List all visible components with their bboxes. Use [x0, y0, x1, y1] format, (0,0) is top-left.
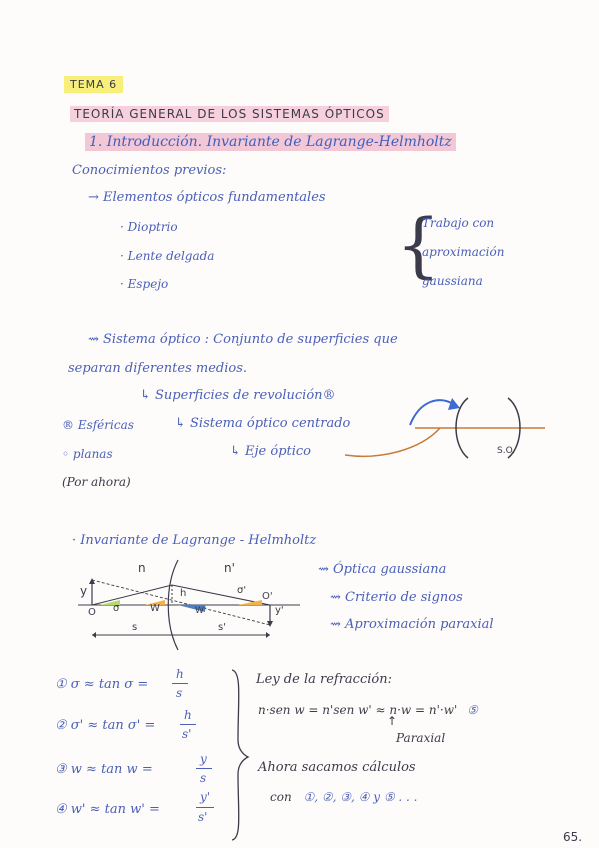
eq1-frac-den: s: [176, 686, 183, 700]
eq2-lhs: σ' ≈ tan σ' =: [70, 718, 156, 733]
prev-item-lente: · Lente delgada: [120, 249, 215, 263]
diag-n-prime: n': [224, 561, 235, 575]
eq4-lhs: w' ≈ tan w' =: [70, 802, 160, 817]
diag-w-prime: W': [195, 606, 207, 616]
lagrange-right-1: ⇝ Óptica gaussiana: [318, 562, 447, 577]
eq1-lhs: σ ≈ tan σ =: [70, 677, 149, 692]
system-line-1: ⇝ Sistema óptico : Conjunto de superficies que: [88, 332, 398, 347]
note-planas: ◦ planas: [62, 447, 113, 461]
eq4-number: ④: [55, 802, 67, 817]
diag-h: h: [180, 588, 187, 599]
eq4-frac-den: s': [198, 810, 208, 824]
eq3-frac-den: s: [200, 771, 207, 785]
lagrange-heading: · Invariante de Lagrange - Helmholtz: [72, 533, 317, 548]
diag-n: n: [138, 561, 146, 575]
diag-sigma: σ: [113, 603, 120, 614]
refraction-law-text: n·sen w = n'sen w' ≈ n·w = n'·w': [258, 703, 458, 717]
eq1-number: ①: [55, 677, 67, 692]
eq2-frac-num: h: [184, 708, 192, 722]
diag-sigma-prime: σ': [237, 585, 247, 596]
eq2-number: ②: [55, 718, 67, 733]
note-por-ahora: (Por ahora): [62, 475, 131, 489]
brace-note-3: gaussiana: [422, 274, 483, 288]
eq2-frac-den: s': [182, 727, 192, 741]
refraction-law: [258, 703, 478, 717]
system-sub-1: ↳ Superficies de revolución®: [140, 388, 336, 403]
brace-open: {: [396, 204, 441, 286]
eq3-frac-num: y: [200, 752, 207, 766]
so-label: S.O.: [497, 446, 516, 456]
system-line-2: separan diferentes medios.: [68, 361, 248, 376]
refraction-law-number: ⑤: [467, 703, 478, 717]
eq3-lhs: w ≈ tan w =: [70, 762, 153, 777]
system-sub-2: ↳ Sistema óptico centrado: [175, 416, 351, 431]
prev-item-dioptrio: · Dioptrio: [120, 220, 178, 234]
prev-item-espejo: · Espejo: [120, 277, 169, 291]
eq3-number: ③: [55, 762, 67, 777]
system-sub-3: ↳ Eje óptico: [230, 444, 312, 459]
calc-with: [270, 790, 418, 804]
eq4-frac-num: y': [200, 790, 211, 804]
brace-note-2: aproximación: [422, 245, 505, 259]
diag-w: W: [150, 603, 160, 614]
brace-note-1: Trabajo con: [422, 216, 495, 230]
lagrange-right-2: ⇝ Criterio de signos: [330, 590, 463, 605]
prev-heading: Conocimientos previos:: [72, 163, 227, 178]
note-esfericas: ® Esféricas: [62, 418, 134, 432]
paraxial-label: Paraxial: [396, 731, 446, 745]
eq1-frac-num: h: [176, 667, 184, 681]
diag-O-prime: O': [262, 591, 273, 602]
calc-refs: ①, ②, ③, ④ y ⑤ . . .: [303, 790, 418, 804]
prev-arrow-item: → Elementos ópticos fundamentales: [88, 190, 326, 205]
diag-s: s: [132, 622, 138, 633]
calc-with-label: con: [270, 790, 292, 804]
calc-text: Ahora sacamos cálculos: [258, 760, 416, 775]
diag-s-prime: s': [218, 622, 226, 633]
page-number: 65.: [563, 830, 583, 844]
refraction-heading: Ley de la refracción:: [256, 672, 392, 687]
diag-O: O: [88, 607, 96, 618]
paraxial-arrow: ↑: [387, 714, 398, 728]
diag-y-prime: y': [275, 605, 284, 616]
lagrange-right-3: ⇝ Aproximación paraxial: [330, 617, 494, 632]
section-heading: 1. Introducción. Invariante de Lagrange-Helmholtz: [85, 134, 456, 150]
tema-label: TEMA 6: [64, 78, 123, 91]
page-title: TEORÍA GENERAL DE LOS SISTEMAS ÓPTICOS: [70, 107, 389, 121]
diag-y: y: [80, 584, 88, 598]
